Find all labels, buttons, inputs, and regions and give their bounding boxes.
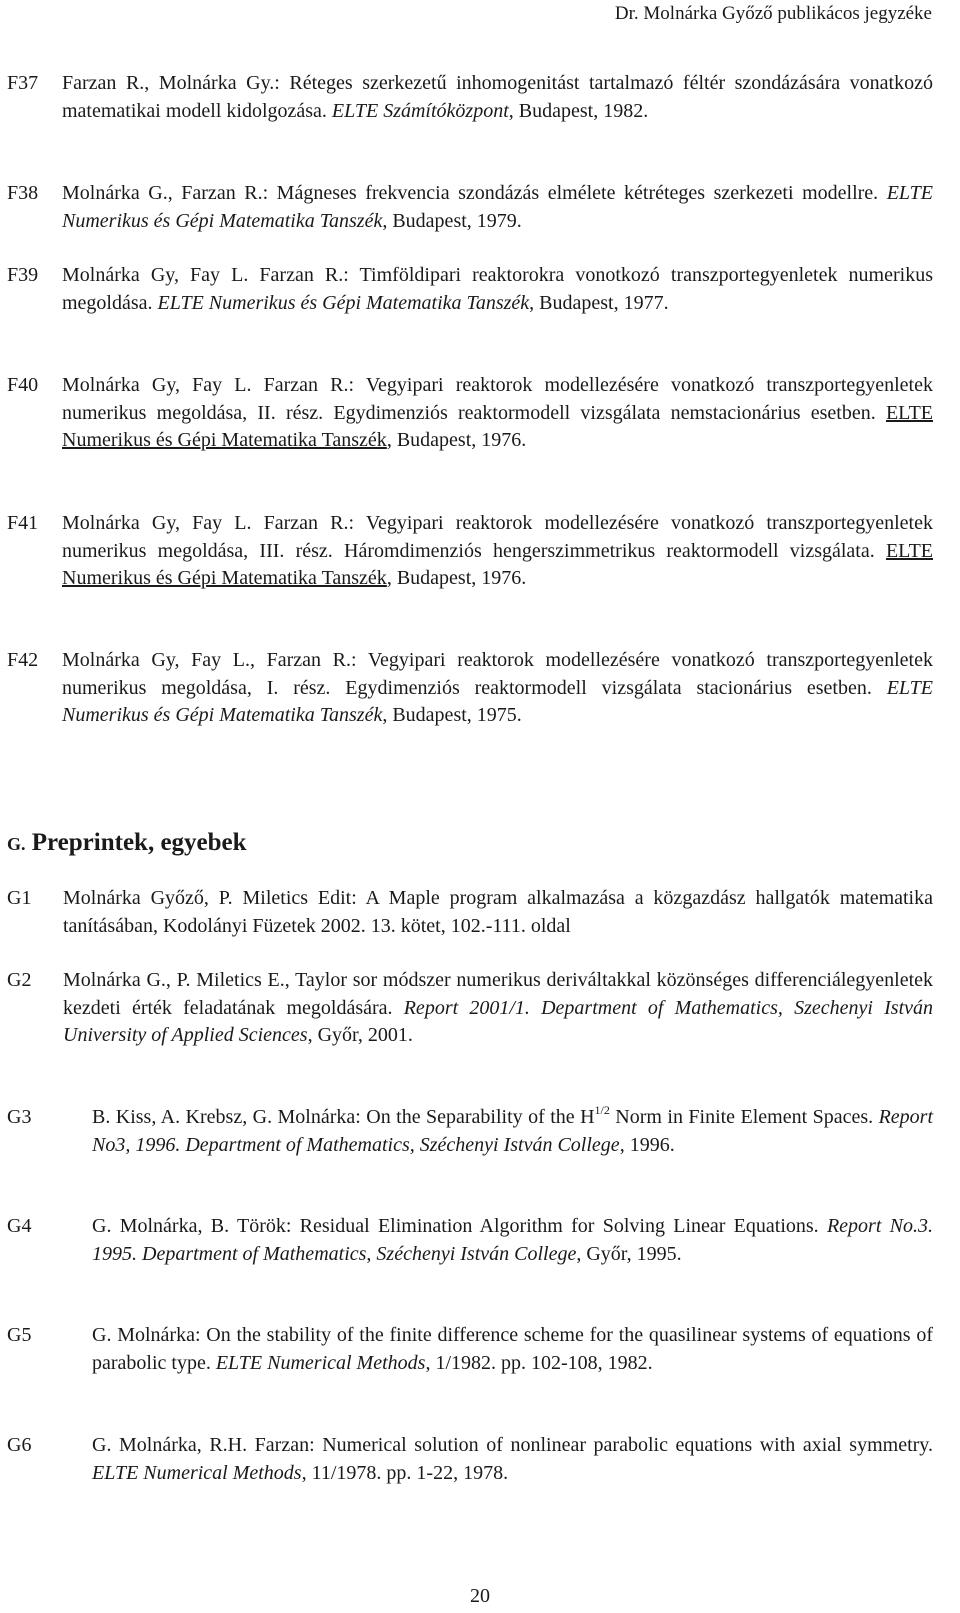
entry-text: Molnárka Gy, Fay L. Farzan R.: Vegyipari reaktorok modellezésére vonatkozó transzportegyenletek numerikus megoldása, II. rész. Egydimenziós reaktormodell vizsgálata nemstacionárius esetben. ELTE Numerikus és Gépi Matematika Tanszék, Budapest, 1976. [62, 374, 933, 451]
entry-code: G4 [7, 1215, 32, 1237]
running-header: Dr. Molnárka Győző publikácos jegyzéke [614, 3, 932, 24]
entry-text: Molnárka Győző, P. Miletics Edit: A Maple program alkalmazása a közgazdász hallgatók matematika tanításában, Kodolányi Füzetek 2002. 13. kötet, 102.-111. oldal [63, 887, 933, 937]
entry-code: G1 [7, 887, 32, 909]
entry-text: G. Molnárka, R.H. Farzan: Numerical solution of nonlinear parabolic equations with axial symmetry. ELTE Numerical Methods, 11/1978. pp. 1-22, 1978. [92, 1434, 933, 1484]
entry-code: G6 [7, 1434, 32, 1456]
entry-text: Molnárka G., Farzan R.: Mágneses frekvencia szondázás elmélete kétréteges szerkezeti modellre. ELTE Numerikus és Gépi Matematika Tanszék, Budapest, 1979. [62, 182, 933, 232]
entry-code: F39 [7, 264, 39, 286]
entry-text: G. Molnárka: On the stability of the finite difference scheme for the quasilinear systems of equations of parabolic type. ELTE Numerical Methods, 1/1982. pp. 102-108, 1982. [92, 1324, 933, 1374]
entry-code: G3 [7, 1106, 32, 1128]
entry-code: F42 [7, 649, 39, 671]
entry-venue: ELTE Számítóközpont [331, 99, 509, 122]
entry-code: G2 [7, 969, 32, 991]
entry-venue: ELTE Numerikus és Gépi Matematika Tanszék [157, 291, 530, 314]
entry-report: Report 2001/1. Department of Mathematics, Szechenyi István University of Applied Sciences [63, 996, 934, 1046]
entry-text: Molnárka G., P. Miletics E., Taylor sor módszer numerikus deriváltakkal közönséges differenciálegyenletek kezdeti érték feladatának megoldására. Report 2001/1. Department of Mathematics, Szechenyi István University of Applied Sciences, Győr, 2001. [63, 969, 934, 1046]
entry-text: Farzan R., Molnárka Gy.: Réteges szerkezetű inhomogenitást tartalmazó féltér szondázására vonatkozó matematikai modell kidolgozása. ELTE Számítóközpont, Budapest, 1982. [62, 72, 933, 122]
section-title-text: Preprintek, egyebek [31, 829, 247, 856]
entry-code: F41 [7, 512, 39, 534]
entry-text: Molnárka Gy, Fay L. Farzan R.: Timföldipari reaktorokra vonotkozó transzportegyenletek numerikus megoldása. ELTE Numerikus és Gépi Matematika Tanszék, Budapest, 1977. [62, 264, 933, 314]
entry-code: G5 [7, 1324, 32, 1346]
entry-text: G. Molnárka, B. Török: Residual Elimination Algorithm for Solving Linear Equations. Report No.3. 1995. Department of Mathematics, Széchenyi István College, Győr, 1995. [92, 1215, 933, 1265]
section-letter: G. [7, 834, 26, 854]
section-heading [7, 827, 247, 860]
entry-venue: ELTE Numerikus és Gépi Matematika Tanszék [62, 401, 933, 451]
entry-venue: ELTE Numerikus és Gépi Matematika Tanszék [62, 539, 933, 589]
entry-report: Report No3, 1996. Department of Mathematics, Széchenyi István College [92, 1106, 933, 1156]
entry-code: F37 [7, 72, 39, 94]
entry-text: B. Kiss, A. Krebsz, G. Molnárka: On the Separability of the $H^{1/2}$ Norm in Finite Element Spaces. Report No3, 1996. Department of Mathematics, Széchenyi István College, 1996. [92, 1103, 933, 1156]
page-number: 20 [470, 1585, 490, 1607]
entry-report: Report No.3. 1995. Department of Mathematics [92, 1215, 933, 1265]
entry-code: F40 [7, 374, 39, 396]
entry-venue: ELTE Numerikus és Gépi Matematika Tanszék [62, 676, 933, 726]
entry-code: F38 [7, 182, 39, 204]
superscript: 1/2 [594, 1103, 610, 1117]
entry-text: Molnárka Gy, Fay L., Farzan R.: Vegyipari reaktorok modellezésére vonatkozó transzportegyenletek numerikus megoldása, I. rész. Egydimenziós reaktormodell vizsgálata stacionárius esetben. ELTE Numerikus és Gépi Matematika Tanszék, Budapest, 1975. [62, 649, 933, 726]
entry-venue: ELTE Numerical Methods [92, 1461, 302, 1484]
entry-venue: Széchenyi István College [376, 1242, 577, 1265]
entry-text: Molnárka Gy, Fay L. Farzan R.: Vegyipari reaktorok modellezésére vonatkozó transzportegyenletek numerikus megoldása, III. rész. Háromdimenziós hengerszimmetrikus reaktormodell vizsgálata. ELTE Numerikus és Gépi Matematika Tanszék, Budapest, 1976. [62, 512, 933, 589]
entry-venue: ELTE Numerikus és Gépi Matematika Tanszék [62, 182, 933, 232]
entry-venue: ELTE Numerical Methods [215, 1351, 426, 1374]
